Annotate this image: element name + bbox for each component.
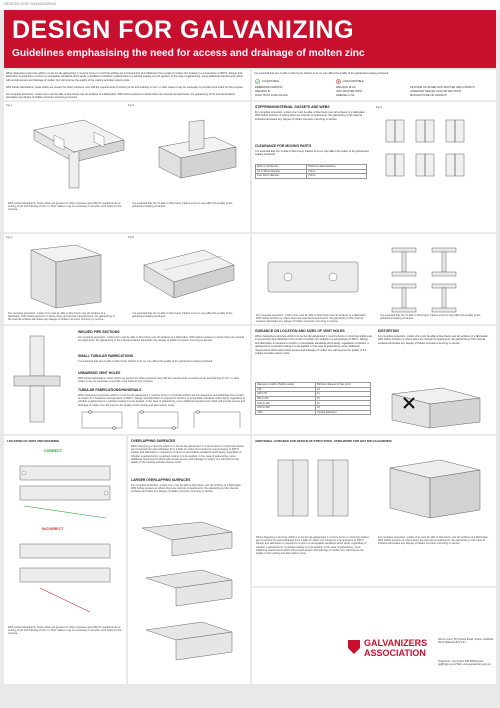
intro-paragraph-2: With certain fabrications, holes which are present for other purposes may fulfil the requirements of venting of air and draining of zinc. In other cases it may be necessary to provide extra holes for this purpose. (6, 86, 244, 89)
unacceptable-label: UNACCEPTABLE (343, 80, 364, 83)
handrail-illustrations (78, 406, 246, 432)
fig2-illustration (144, 112, 244, 187)
table-cell: 12 (315, 392, 370, 397)
section-heading-clearances: CLEARANCE FOR MOVING PARTS (255, 144, 312, 148)
table-cell: 20 (315, 401, 370, 406)
additional-text-2: For complete protection, molten zinc must be able to flow freely over all surfaces of a fabrication. With hollow sections or where there are internal compartments, the galvanizing of the internal surfaces eliminates any danger of hidden corrosion occurring in service. (378, 536, 489, 546)
acceptable-col1-item: LIGHT RUST & MILLSCALE (255, 94, 288, 97)
clearance-table (255, 164, 367, 179)
intro-paragraph-3: For complete protection, molten zinc must be able to flow freely over all surfaces of a fabrication. With hollow sections or where there are internal compartments, the galvanizing of the internal surfaces eliminates any danger of hidden corrosion occurring in service. (6, 93, 235, 100)
overlapping-text: When designing a structure which is to be hot dip galvanized, it must be borne in mind that articles are immersed into and withdrawn from a bath of molten zinc heated to a temperature of 450°C. Design and fabrication is required to conform to acceptable standards which apply, regardless of whether a galvanized or a painted coating is to be applied. In the case of galvanizing, some additional requirements which will provide access and drainage of molten zinc will improve the quality of the coating and also reduce costs. (131, 445, 244, 465)
fig3-illustration (376, 112, 492, 192)
overlapping-panel (128, 436, 250, 684)
fig5-illustration (134, 240, 244, 310)
table-header: Shaft or spindle size (256, 165, 307, 170)
table-cell: Over 30mm diameter (256, 174, 307, 179)
fig7-caption: It is essential that zinc is able to flow freely. Failure to do so may affect the quality of the galvanized coating produced. (380, 314, 481, 321)
fig-label: Fig 1 (6, 103, 13, 107)
clearance-text: It is essential that zinc is able to flow freely. Failure to do so may affect the quality of the galvanized coating produced. (255, 150, 369, 157)
larger-overlap-text: For complete protection, molten zinc must be able to flow freely over all surfaces of a fabrication. With hollow sections or where there are internal compartments, the galvanizing of the internal surfaces eliminates any danger of hidden corrosion occurring in service. (131, 484, 242, 494)
table-header: Diameter or width of hollow section (256, 383, 316, 388)
fig2-caption: It is essential that zinc is able to flow freely. Failure to do so may affect the quality of the galvanized coating produced. (132, 202, 233, 209)
table-header: Minimum radial clearance (307, 165, 367, 170)
right-mid-panel (252, 234, 496, 324)
stiffening-text: For complete protection, molten zinc must be able to flow freely over all surfaces of a fabrication. With hollow sections or where there are internal compartments, the galvanizing of the internal surfaces eliminates any danger of hidden corrosion occurring in service. (255, 111, 366, 121)
fig-label: Fig 4 (6, 235, 13, 239)
fig10-illustration (132, 518, 246, 678)
table-cell: ≥100 to 150 (256, 401, 316, 406)
table-cell: >200 (256, 410, 316, 415)
location-vent-panel (4, 436, 126, 684)
fig4-illustration (16, 240, 116, 310)
unacceptable-col3-item: SILICONE OIL BASED ANTI-SPATTER WELD SPRAYS (410, 86, 475, 89)
section-heading-guidance-vent: GUIDANCE ON LOCATION AND SIZES OF VENT HOLES (255, 329, 345, 333)
fig-label: Fig 2 (128, 103, 135, 107)
footer-org-line1: GALVANIZERS (364, 638, 428, 648)
vent-guidance-text: When designing a structure which is to be hot dip galvanized, it must be borne in mind that articles are immersed into and withdrawn from a bath of molten zinc heated to a temperature of 450°C. Design and fabrication is required to conform to acceptable standards which apply, regardless of whether a galvanized or a painted coating is to be applied. In the case of galvanizing, some additional requirements which will provide access and drainage of molten zinc will improve the quality of the coating and also reduce costs. (255, 335, 373, 356)
intro-panel (4, 70, 250, 100)
welded-pipe-panel (4, 326, 250, 434)
fig4-caption: For complete protection, molten zinc must be able to flow freely over all surfaces of a fabrication. With hollow sections or where there are internal compartments, the galvanizing of the internal surfaces eliminates any danger of hidden corrosion occurring in service. (8, 312, 115, 322)
left-mid-panel (4, 234, 250, 324)
incorrect-illustration (10, 534, 120, 614)
intro-paragraph-1: When designing a structure which is to be hot dip galvanized, it must be borne in mind that articles are immersed into and withdrawn from a bath of molten zinc heated to a temperature of 450°C. Design and fabrication is required to conform to acceptable standards which apply, regardless of whether a galvanized or a painted coating is to be applied. In the case of galvanizing, some additional requirements which will provide access and drainage of molten zinc will improve the quality of the coating and also reduce costs. (6, 72, 243, 82)
fig1-caption: With certain fabrications, holes which are present for other purposes may fulfil the requirements of venting of air and draining of zinc. In other cases it may be necessary to provide extra holes for this purpose. (8, 202, 122, 212)
section-heading-distortion: DISTORTION (378, 329, 399, 333)
table-cell: 2.0mm (307, 169, 367, 174)
fig1-illustration (24, 110, 134, 190)
correct-label: CORRECT (44, 449, 62, 453)
unacceptable-col2-item: WELDING SLAG (336, 86, 356, 89)
footer-org-line2: ASSOCIATION (364, 648, 426, 658)
fig11-illustration (258, 448, 368, 528)
top-label: DESIGN FOR GALVANIZING (4, 1, 57, 6)
table-cell: ≥50 to 100 (256, 396, 316, 401)
fig6-caption: For complete protection, molten zinc must be able to flow freely over all surfaces of a fabrication. With hollow sections or where there are internal compartments, the galvanizing of the internal surfaces eliminates any danger of hidden corrosion occurring in service. (256, 314, 367, 324)
fig-label: Fig 5 (128, 235, 135, 239)
unacceptable-col3-item: UNVENTED SEALED HOLLOW SECTIONS (410, 90, 462, 93)
distortion-text: For complete protection, molten zinc must be able to flow freely over all surfaces of a fabrication. With hollow sections or where there are internal compartments, the galvanizing of the internal surfaces eliminates any danger of hidden corrosion occurring in service. (378, 335, 489, 345)
unacceptable-col2-item: ANTI-SPATTER PAINT (336, 90, 363, 93)
section-heading-larger-overlap: LARGER OVERLAPPING SURFACES (131, 478, 191, 482)
fig-label: Fig 3 (376, 105, 383, 109)
table-cell: Up to 30mm diameter (256, 169, 307, 174)
page-title: DESIGN FOR GALVANIZING (12, 16, 355, 44)
section-heading-location-vent: LOCATION OF VENT AND DRAINING (7, 439, 60, 443)
cross-icon (336, 79, 341, 84)
table-cell: 16 (315, 396, 370, 401)
stiffening-panel (252, 102, 496, 232)
small-tubular-text: It is essential that zinc is able to flow freely. Failure to do so may affect the quality of the galvanized coating produced. (78, 360, 213, 363)
table-cell: 25 (315, 405, 370, 410)
correct-illustration (10, 456, 120, 524)
location-vent-caption: With certain fabrications, holes which are present for other purposes may fulfil the requirements of venting of air and draining of zinc. In other cases it may be necessary to provide extra holes for this purpose. (8, 626, 122, 636)
section-heading-small-tubular: SMALL TUBULAR FABRICATIONS (78, 354, 134, 358)
table-cell: ≥25 to 50 (256, 392, 316, 397)
left-top-panel (4, 102, 250, 232)
acceptable-panel (252, 70, 496, 100)
incorrect-label: INCORRECT (42, 527, 64, 531)
section-heading-stiffening: STIFFENING/INTERNAL GUSSETS AND WEBS (255, 105, 330, 109)
unacceptable-col3-item: MANUFACTURE OR GRAFFITI (410, 94, 447, 97)
table-cell: ≥150 to 200 (256, 405, 316, 410)
footer-contact: Telephone: +44 (0)121 355 8838 Email: ga@hdg.org.uk Web: www.galvanizing.org.uk (438, 660, 491, 667)
table-header: Minimum diameter of hole (mm) (315, 383, 370, 388)
section-heading-tubular-handrail: TUBULAR FABRICATIONS/HANDRAILS (78, 388, 142, 392)
section-heading-unmarked-vent: UNMARKED VENT HOLES (78, 371, 121, 375)
section-heading-additional: ADDITIONAL GUIDANCE FOR DESIGN OF STRUCTURAL STEELWORK FOR HOT DIP GALVANIZING (255, 439, 392, 443)
fig5-caption: It is essential that zinc is able to flow freely. Failure to do so may affect the quality of the galvanized coating produced. (132, 312, 233, 319)
section-heading-welded-pipe: WELDED PIPE SECTIONS (78, 330, 120, 334)
unacceptable-col2-item: GREASE or OIL (336, 94, 355, 97)
table-cell: 10 (315, 387, 370, 392)
fig12-illustration (380, 448, 490, 528)
galvanizers-logo-icon (346, 638, 362, 656)
top-strip (0, 0, 500, 10)
welded-pipe-text: For complete protection, molten zinc must be able to flow freely over all surfaces of a fabrication. With hollow sections or where there are internal compartments, the galvanizing of the internal surfaces eliminates any danger of hidden corrosion occurring in service. (78, 336, 245, 343)
footer-panel (252, 588, 496, 684)
section-heading-overlapping: OVERLAPPING SURFACES (131, 439, 176, 443)
footer-address: Wrens Court, 56 Victoria Road, Sutton Coldfield, West Midlands B72 1SY (438, 638, 494, 645)
table-cell: Consult galvanizer (315, 410, 370, 415)
vent-size-table (255, 382, 371, 415)
additional-guidance-panel (252, 436, 496, 586)
fig6-illustration (258, 242, 368, 312)
header-banner (4, 10, 496, 68)
page-subtitle: Guidelines emphasising the need for access and drainage of molten zinc (12, 48, 365, 59)
fig9-illustration (382, 384, 490, 430)
vent-guidance-panel (252, 326, 496, 434)
fig7-illustration (382, 240, 492, 315)
fig8-illustration (10, 332, 70, 428)
unmarked-vent-text: With certain fabrications, holes which are present for other purposes may fulfil the requirements of venting of air and draining of zinc. In other cases it may be necessary to provide extra holes for this purpose. (78, 377, 240, 384)
additional-text-1: When designing a structure which is to be hot dip galvanized, it must be borne in mind that articles are immersed into and withdrawn from a bath of molten zinc heated to a temperature of 450°C. Design and fabrication is required to conform to acceptable standards which apply, regardless of whether a galvanized or a painted coating is to be applied. In the case of galvanizing, some additional requirements which will provide access and drainage of molten zinc will improve the quality of the coating and also reduce costs. (256, 536, 369, 556)
acceptable-col1-item: WELDING ID (255, 90, 271, 93)
acceptable-intro: It is essential that zinc is able to flow freely. Failure to do so may affect the quality of the galvanized coating produced. (254, 72, 389, 75)
acceptable-col1-item: EMBEDDED MARKING (255, 86, 283, 89)
tick-icon (255, 79, 260, 84)
table-cell: <25 (256, 387, 316, 392)
table-cell: 2.5mm (307, 174, 367, 179)
acceptable-label: ACCEPTABLE (262, 80, 279, 83)
tubular-handrail-text: When designing a structure which is to be hot dip galvanized, it must be borne in mind that articles are immersed into and withdrawn from a bath of molten zinc heated to a temperature of 450°C. Design and fabrication is required to conform to acceptable standards which apply, regardless of whether a galvanized or a painted coating is to be applied. In the case of galvanizing, some additional requirements which will provide access and drainage of molten zinc will improve the quality of the coating and also reduce costs. (78, 394, 246, 407)
